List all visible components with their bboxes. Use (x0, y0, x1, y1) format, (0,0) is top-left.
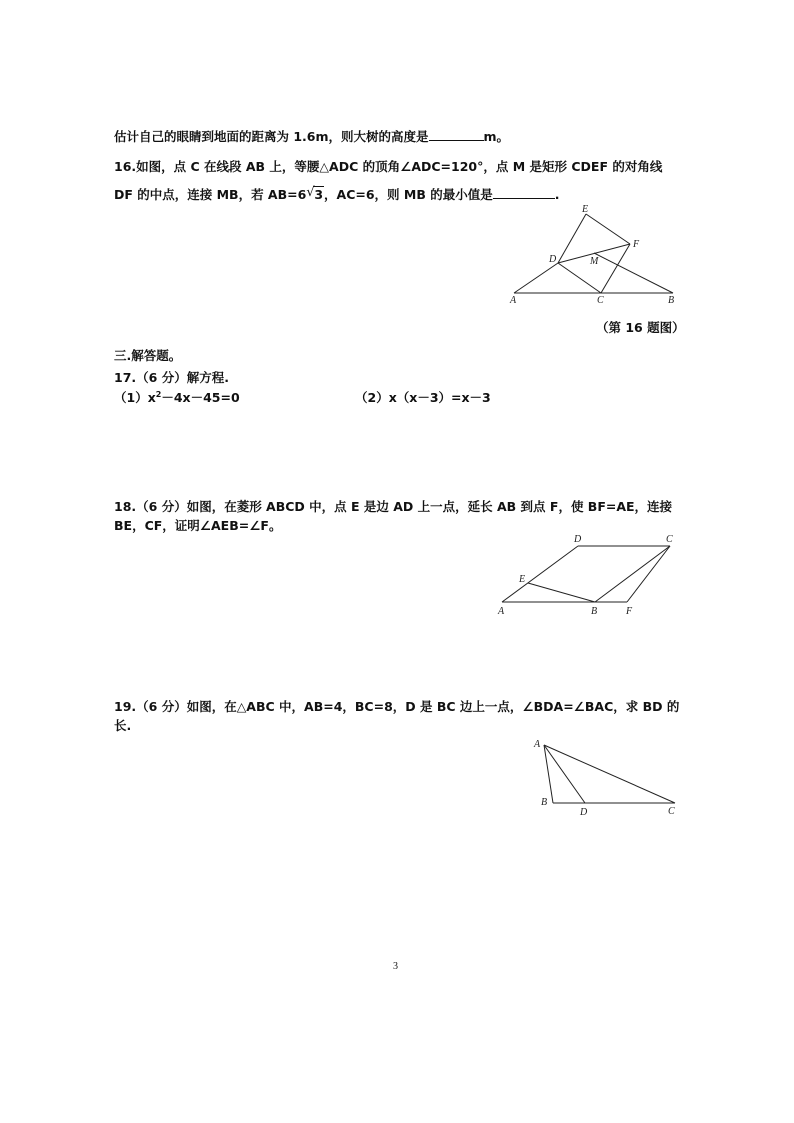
exponent: 2 (155, 389, 162, 399)
figure-18 (490, 530, 690, 620)
segment-DC (558, 263, 601, 293)
segment-AD (514, 263, 558, 293)
label-E: E (582, 204, 589, 215)
text-segment: ，AC=6，则 MB 的最小值是 (324, 187, 493, 202)
q17-title: 17.（6 分）解方程. (114, 370, 229, 385)
label-D: D (574, 534, 582, 545)
q16-line-1: 16.如图，点 C 在线段 AB 上，等腰△ADC 的顶角∠ADC=120°，点 M 是矩形 CDEF 的对角线 (114, 159, 663, 174)
text-segment: . (554, 187, 560, 202)
segment-EB (528, 583, 595, 602)
figure-19 (525, 730, 685, 825)
q16-line-2 (114, 185, 559, 203)
q19-line-1: 19.（6 分）如图，在△ABC 中，AB=4，BC=8，D 是 BC 边上一点，∠BDA=∠BAC，求 BD 的 (114, 699, 680, 714)
label-A: A (510, 295, 517, 306)
answer-blank[interactable] (429, 128, 484, 141)
figure-16-caption: （第 16 题图） (596, 320, 685, 335)
label-A: A (498, 606, 505, 617)
previous-question-tail (114, 127, 509, 145)
section-heading: 三.解答题。 (114, 348, 182, 363)
answer-blank[interactable] (493, 186, 555, 199)
label-A: A (534, 739, 541, 750)
segment-DE (558, 214, 586, 263)
label-B: B (591, 606, 598, 617)
label-D: D (580, 807, 588, 818)
figure-16 (500, 200, 690, 310)
q19-line-2: 长. (114, 718, 132, 733)
segment-EF (586, 214, 630, 244)
text-segment: DF 的中点，连接 MB，若 AB=6 (114, 187, 307, 202)
sqrt-radicand: 3 (314, 187, 324, 202)
label-F: F (633, 239, 640, 250)
label-M: M (590, 256, 599, 267)
sqrt-expression: √ 3 (306, 185, 324, 202)
page-number: 3 (393, 961, 398, 972)
segment-MB (594, 253, 673, 293)
q17-part-2: （2）x（x－3）=x－3 (355, 390, 491, 405)
q17-part-1 (114, 388, 240, 406)
label-B: B (541, 797, 548, 808)
text-segment: m。 (483, 129, 510, 144)
label-E: E (519, 574, 526, 585)
text-segment: 估计自己的眼睛到地面的距离为 1.6m，则大树的高度是 (114, 129, 429, 144)
label-C: C (666, 534, 673, 545)
label-B: B (668, 295, 675, 306)
segment-AC (544, 745, 675, 803)
label-C: C (597, 295, 604, 306)
label-D: D (549, 254, 557, 265)
q18-line-1: 18.（6 分）如图，在菱形 ABCD 中，点 E 是边 AD 上一点，延长 AB 到点 F，使 BF=AE，连接 (114, 499, 673, 514)
segment-AB (544, 745, 553, 803)
label-C: C (668, 806, 675, 817)
text-segment: （1）x (114, 390, 156, 405)
q18-line-2: BE，CF，证明∠AEB=∠F。 (114, 518, 282, 533)
label-F: F (626, 606, 633, 617)
text-segment: －4x－45=0 (161, 390, 240, 405)
segment-CF (627, 546, 670, 602)
segment-CB (595, 546, 670, 602)
